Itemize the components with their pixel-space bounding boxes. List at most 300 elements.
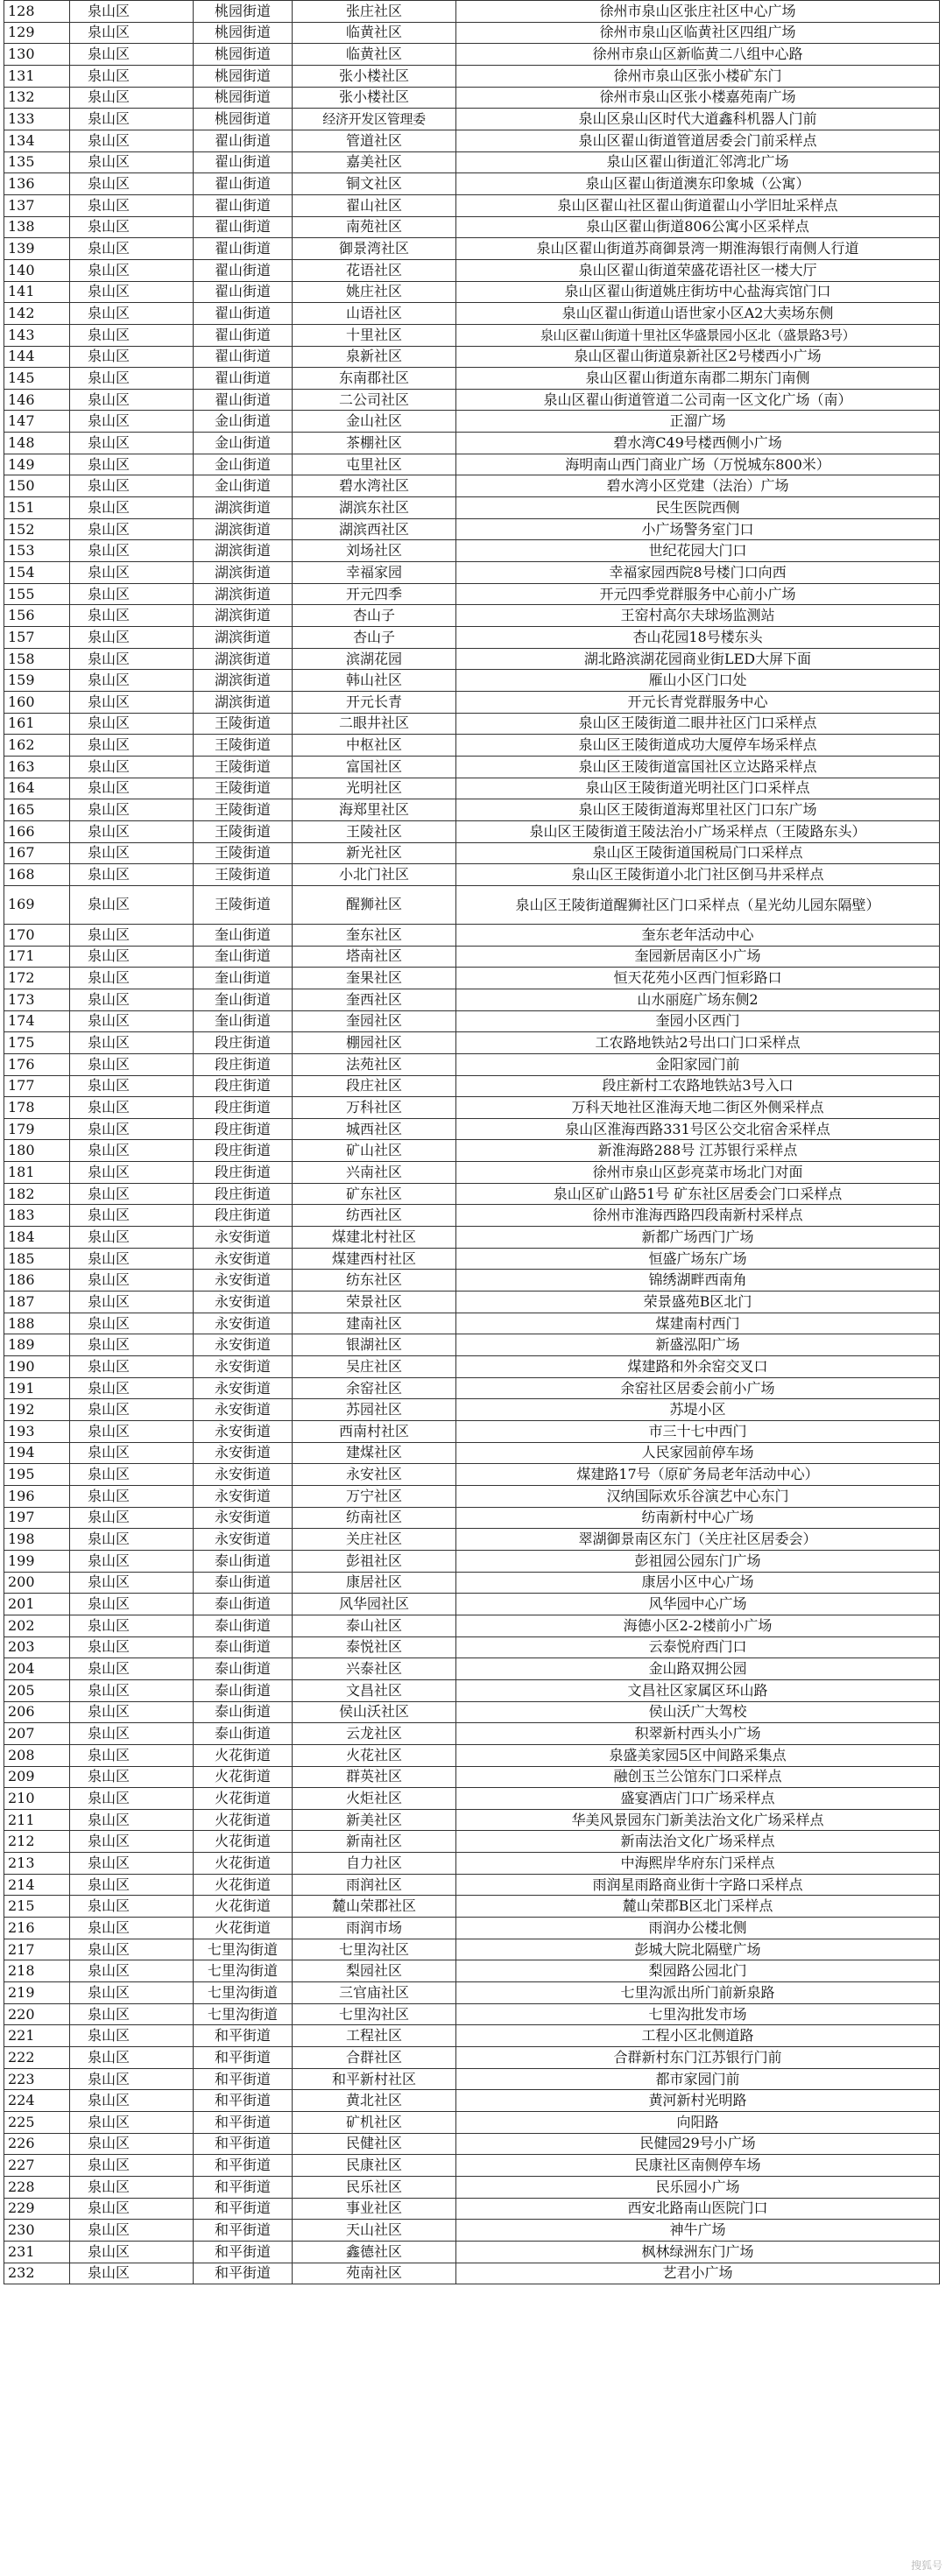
table-row (4, 1377, 940, 1399)
district-cell: 泉山区 (70, 605, 194, 627)
location-cell: 融创玉兰公馆东门口采样点 (456, 1766, 940, 1788)
table-row (4, 820, 940, 842)
row-number-cell: 210 (4, 1788, 70, 1810)
row-number-cell: 226 (4, 2133, 70, 2155)
location-cell: 煤建南村西门 (456, 1313, 940, 1334)
street-cell: 湖滨街道 (194, 648, 293, 670)
location-cell: 泉山区王陵街道富国社区立达路采样点 (456, 756, 940, 778)
community-cell: 段庄社区 (293, 1075, 456, 1097)
table-row (4, 1075, 940, 1097)
community-cell: 合群社区 (293, 2047, 456, 2069)
row-number-cell: 178 (4, 1097, 70, 1119)
community-cell: 经济开发区管理委 (293, 109, 456, 130)
community-cell: 十里社区 (293, 324, 456, 346)
district-cell: 泉山区 (70, 648, 194, 670)
community-cell: 棚园社区 (293, 1032, 456, 1054)
location-cell: 盛宴酒店门口广场采样点 (456, 1788, 940, 1810)
district-cell: 泉山区 (70, 2047, 194, 2069)
district-cell: 泉山区 (70, 109, 194, 130)
location-cell: 泉山区翟山街道十里社区华盛景园小区北（盛景路3号） (456, 324, 940, 346)
street-cell: 永安街道 (194, 1292, 293, 1313)
location-cell: 徐州市泉山区临黄社区四组广场 (456, 22, 940, 44)
community-cell: 纺南社区 (293, 1507, 456, 1529)
street-cell: 段庄街道 (194, 1075, 293, 1097)
table-row (4, 1421, 940, 1443)
street-cell: 金山街道 (194, 411, 293, 433)
table-row (4, 1464, 940, 1486)
table-row (4, 1313, 940, 1334)
community-cell: 碧水湾社区 (293, 475, 456, 497)
table-row (4, 1118, 940, 1140)
community-cell: 苏园社区 (293, 1399, 456, 1421)
row-number-cell: 182 (4, 1183, 70, 1205)
location-cell: 泉山区翟山街道806公寓小区采样点 (456, 216, 940, 238)
location-cell: 奎园小区西门 (456, 1010, 940, 1032)
community-cell: 奎东社区 (293, 924, 456, 946)
street-cell: 永安街道 (194, 1464, 293, 1486)
row-number-cell: 183 (4, 1205, 70, 1227)
district-cell: 泉山区 (70, 1053, 194, 1075)
table-row (4, 1334, 940, 1356)
street-cell: 桃园街道 (194, 65, 293, 87)
district-cell: 泉山区 (70, 1658, 194, 1680)
community-cell: 滨湖花园 (293, 648, 456, 670)
location-cell: 新南法治文化广场采样点 (456, 1831, 940, 1853)
row-number-cell: 136 (4, 173, 70, 195)
table-row (4, 1831, 940, 1853)
district-cell: 泉山区 (70, 627, 194, 649)
street-cell: 永安街道 (194, 1399, 293, 1421)
table-row (4, 735, 940, 757)
district-cell: 泉山区 (70, 281, 194, 303)
location-cell: 泉山区翟山街道姚庄街坊中心盐海宾馆门口 (456, 281, 940, 303)
row-number-cell: 186 (4, 1270, 70, 1292)
community-cell: 姚庄社区 (293, 281, 456, 303)
street-cell: 火花街道 (194, 1766, 293, 1788)
district-cell: 泉山区 (70, 1723, 194, 1745)
district-cell: 泉山区 (70, 2003, 194, 2025)
street-cell: 湖滨街道 (194, 540, 293, 562)
street-cell: 翟山街道 (194, 130, 293, 151)
location-cell: 民生医院西侧 (456, 497, 940, 519)
location-cell: 碧水湾小区党建（法治）广场 (456, 475, 940, 497)
street-cell: 桃园街道 (194, 1, 293, 23)
row-number-cell: 165 (4, 799, 70, 821)
location-cell: 余窑社区居委会前小广场 (456, 1377, 940, 1399)
table-row (4, 670, 940, 692)
street-cell: 金山街道 (194, 454, 293, 475)
street-cell: 永安街道 (194, 1248, 293, 1270)
street-cell: 湖滨街道 (194, 518, 293, 540)
location-cell: 海德小区2-2楼前小广场 (456, 1615, 940, 1636)
location-cell: 恒盛广场东广场 (456, 1248, 940, 1270)
community-cell: 鑫德社区 (293, 2241, 456, 2263)
district-cell: 泉山区 (70, 989, 194, 1010)
table-row (4, 475, 940, 497)
table-row (4, 433, 940, 454)
district-cell: 泉山区 (70, 799, 194, 821)
district-cell: 泉山区 (70, 1292, 194, 1313)
row-number-cell: 130 (4, 44, 70, 66)
location-cell: 正溜广场 (456, 411, 940, 433)
table-row (4, 194, 940, 216)
street-cell: 翟山街道 (194, 151, 293, 173)
location-cell: 杏山花园18号楼东头 (456, 627, 940, 649)
street-cell: 永安街道 (194, 1356, 293, 1378)
street-cell: 王陵街道 (194, 820, 293, 842)
district-cell: 泉山区 (70, 238, 194, 260)
district-cell: 泉山区 (70, 1809, 194, 1831)
location-cell: 泉山区王陵街道醒狮社区门口采样点（星光幼儿园东隔壁） (456, 885, 940, 924)
community-cell: 铜文社区 (293, 173, 456, 195)
community-cell: 新光社区 (293, 842, 456, 864)
table-row (4, 497, 940, 519)
district-cell: 泉山区 (70, 2263, 194, 2284)
location-cell: 泉山区王陵街道小北门社区倒马井采样点 (456, 864, 940, 886)
street-cell: 泰山街道 (194, 1658, 293, 1680)
community-cell: 雨润社区 (293, 1874, 456, 1896)
street-cell: 翟山街道 (194, 194, 293, 216)
location-cell: 雁山小区门口处 (456, 670, 940, 692)
street-cell: 永安街道 (194, 1270, 293, 1292)
community-cell: 小北门社区 (293, 864, 456, 886)
table-row (4, 1744, 940, 1766)
row-number-cell: 212 (4, 1831, 70, 1853)
community-cell: 海郑里社区 (293, 799, 456, 821)
district-cell: 泉山区 (70, 1313, 194, 1334)
district-cell: 泉山区 (70, 1896, 194, 1918)
community-cell: 文昌社区 (293, 1679, 456, 1701)
community-cell: 东南郡社区 (293, 368, 456, 390)
district-cell: 泉山区 (70, 65, 194, 87)
district-cell: 泉山区 (70, 1118, 194, 1140)
community-cell: 七里沟社区 (293, 2003, 456, 2025)
district-cell: 泉山区 (70, 2068, 194, 2090)
community-cell: 杏山子 (293, 605, 456, 627)
district-cell: 泉山区 (70, 968, 194, 989)
row-number-cell: 134 (4, 130, 70, 151)
street-cell: 湖滨街道 (194, 692, 293, 714)
location-cell: 世纪花园大门口 (456, 540, 940, 562)
district-cell: 泉山区 (70, 1615, 194, 1636)
street-cell: 和平街道 (194, 2220, 293, 2242)
district-cell: 泉山区 (70, 1507, 194, 1529)
location-cell: 人民家园前停车场 (456, 1442, 940, 1464)
location-cell: 雨润星雨路商业街十字路口采样点 (456, 1874, 940, 1896)
row-number-cell: 193 (4, 1421, 70, 1443)
community-cell: 金山社区 (293, 411, 456, 433)
district-cell: 泉山区 (70, 2241, 194, 2263)
table-row (4, 1140, 940, 1162)
location-cell: 泉盛美家园5区中间路采集点 (456, 1744, 940, 1766)
table-row (4, 1227, 940, 1249)
table-row (4, 1788, 940, 1810)
row-number-cell: 141 (4, 281, 70, 303)
street-cell: 翟山街道 (194, 324, 293, 346)
location-cell: 民健园29号小广场 (456, 2133, 940, 2155)
community-cell: 自力社区 (293, 1853, 456, 1875)
community-cell: 民康社区 (293, 2155, 456, 2177)
street-cell: 泰山街道 (194, 1572, 293, 1594)
table-row (4, 946, 940, 968)
community-cell: 万科社区 (293, 1097, 456, 1119)
district-cell: 泉山区 (70, 368, 194, 390)
row-number-cell: 171 (4, 946, 70, 968)
table-row (4, 1053, 940, 1075)
district-cell: 泉山区 (70, 433, 194, 454)
location-cell: 泉山区淮海西路331号区公交北宿舍采样点 (456, 1118, 940, 1140)
district-cell: 泉山区 (70, 2220, 194, 2242)
table-row (4, 1529, 940, 1551)
street-cell: 和平街道 (194, 2198, 293, 2220)
community-cell: 七里沟社区 (293, 1939, 456, 1960)
table-row (4, 1679, 940, 1701)
district-cell: 泉山区 (70, 389, 194, 411)
location-cell: 合群新村东门江苏银行门前 (456, 2047, 940, 2069)
location-cell: 泉山区翟山街道泉新社区2号楼西小广场 (456, 346, 940, 368)
row-number-cell: 168 (4, 864, 70, 886)
community-cell: 二公司社区 (293, 389, 456, 411)
table-row (4, 2198, 940, 2220)
row-number-cell: 164 (4, 778, 70, 799)
district-cell: 泉山区 (70, 2090, 194, 2112)
street-cell: 和平街道 (194, 2176, 293, 2198)
table-row (4, 540, 940, 562)
district-cell: 泉山区 (70, 842, 194, 864)
location-cell: 七里沟批发市场 (456, 2003, 940, 2025)
location-cell: 民康社区南侧停车场 (456, 2155, 940, 2177)
table-row (4, 1701, 940, 1723)
community-cell: 彭祖社区 (293, 1550, 456, 1572)
location-cell: 锦绣湖畔西南角 (456, 1270, 940, 1292)
district-cell: 泉山区 (70, 1399, 194, 1421)
location-cell: 泉山区泉山区时代大道鑫科机器人门前 (456, 109, 940, 130)
street-cell: 火花街道 (194, 1896, 293, 1918)
row-number-cell: 227 (4, 2155, 70, 2177)
district-cell: 泉山区 (70, 173, 194, 195)
row-number-cell: 180 (4, 1140, 70, 1162)
district-cell: 泉山区 (70, 1831, 194, 1853)
street-cell: 泰山街道 (194, 1636, 293, 1658)
location-cell: 麓山荣郡B区北门采样点 (456, 1896, 940, 1918)
street-cell: 永安街道 (194, 1529, 293, 1551)
street-cell: 段庄街道 (194, 1140, 293, 1162)
location-cell: 泉山区翟山街道汇邻湾北广场 (456, 151, 940, 173)
table-row (4, 454, 940, 475)
location-cell: 康居小区中心广场 (456, 1572, 940, 1594)
table-row (4, 799, 940, 821)
street-cell: 和平街道 (194, 2090, 293, 2112)
row-number-cell: 170 (4, 924, 70, 946)
sampling-site-table (4, 0, 940, 2284)
table-row (4, 281, 940, 303)
street-cell: 和平街道 (194, 2068, 293, 2090)
row-number-cell: 229 (4, 2198, 70, 2220)
location-cell: 王窑村高尔夫球场监测站 (456, 605, 940, 627)
row-number-cell: 214 (4, 1874, 70, 1896)
location-cell: 侯山沃广大驾校 (456, 1701, 940, 1723)
row-number-cell: 195 (4, 1464, 70, 1486)
location-cell: 幸福家园西院8号楼门口向西 (456, 562, 940, 584)
row-number-cell: 192 (4, 1399, 70, 1421)
street-cell: 永安街道 (194, 1377, 293, 1399)
street-cell: 王陵街道 (194, 842, 293, 864)
district-cell: 泉山区 (70, 303, 194, 325)
location-cell: 徐州市泉山区张庄社区中心广场 (456, 1, 940, 23)
community-cell: 建南社区 (293, 1313, 456, 1334)
table-row (4, 1205, 940, 1227)
table-row (4, 368, 940, 390)
row-number-cell: 154 (4, 562, 70, 584)
community-cell: 山语社区 (293, 303, 456, 325)
location-cell: 西安北路南山医院门口 (456, 2198, 940, 2220)
location-cell: 向阳路 (456, 2112, 940, 2134)
row-number-cell: 206 (4, 1701, 70, 1723)
district-cell: 泉山区 (70, 1918, 194, 1939)
location-cell: 湖北路滨湖花园商业街LED大屏下面 (456, 648, 940, 670)
district-cell: 泉山区 (70, 1334, 194, 1356)
table-row (4, 968, 940, 989)
street-cell: 翟山街道 (194, 259, 293, 281)
table-row (4, 303, 940, 325)
table-row (4, 1356, 940, 1378)
table-row (4, 389, 940, 411)
table-row (4, 151, 940, 173)
street-cell: 泰山街道 (194, 1679, 293, 1701)
district-cell: 泉山区 (70, 346, 194, 368)
street-cell: 和平街道 (194, 2133, 293, 2155)
community-cell: 天山社区 (293, 2220, 456, 2242)
location-cell: 徐州市淮海西路四段南新村采样点 (456, 1205, 940, 1227)
street-cell: 火花街道 (194, 1831, 293, 1853)
table-row (4, 1636, 940, 1658)
street-cell: 永安街道 (194, 1421, 293, 1443)
location-cell: 泉山区翟山街道管道居委会门前采样点 (456, 130, 940, 151)
district-cell: 泉山区 (70, 735, 194, 757)
location-cell: 徐州市泉山区新临黄二八组中心路 (456, 44, 940, 66)
community-cell: 建煤社区 (293, 1442, 456, 1464)
community-cell: 张庄社区 (293, 1, 456, 23)
district-cell: 泉山区 (70, 1010, 194, 1032)
street-cell: 七里沟街道 (194, 2003, 293, 2025)
community-cell: 花语社区 (293, 259, 456, 281)
row-number-cell: 145 (4, 368, 70, 390)
street-cell: 和平街道 (194, 2155, 293, 2177)
community-cell: 泰悦社区 (293, 1636, 456, 1658)
district-cell: 泉山区 (70, 2133, 194, 2155)
location-cell: 奎东老年活动中心 (456, 924, 940, 946)
row-number-cell: 199 (4, 1550, 70, 1572)
row-number-cell: 202 (4, 1615, 70, 1636)
street-cell: 翟山街道 (194, 173, 293, 195)
street-cell: 火花街道 (194, 1744, 293, 1766)
location-cell: 泉山区翟山街道荣盛花语社区一楼大厅 (456, 259, 940, 281)
street-cell: 湖滨街道 (194, 583, 293, 605)
row-number-cell: 228 (4, 2176, 70, 2198)
district-cell: 泉山区 (70, 1183, 194, 1205)
location-cell: 黄河新村光明路 (456, 2090, 940, 2112)
district-cell: 泉山区 (70, 583, 194, 605)
street-cell: 翟山街道 (194, 216, 293, 238)
community-cell: 城西社区 (293, 1118, 456, 1140)
row-number-cell: 190 (4, 1356, 70, 1378)
street-cell: 湖滨街道 (194, 562, 293, 584)
table-row (4, 864, 940, 886)
street-cell: 和平街道 (194, 2025, 293, 2047)
community-cell: 云龙社区 (293, 1723, 456, 1745)
table-row (4, 1658, 940, 1680)
street-cell: 奎山街道 (194, 968, 293, 989)
community-cell: 刘场社区 (293, 540, 456, 562)
community-cell: 塔南社区 (293, 946, 456, 968)
district-cell: 泉山区 (70, 1032, 194, 1054)
street-cell: 翟山街道 (194, 303, 293, 325)
row-number-cell: 217 (4, 1939, 70, 1960)
table-row (4, 1442, 940, 1464)
street-cell: 永安街道 (194, 1442, 293, 1464)
street-cell: 和平街道 (194, 2241, 293, 2263)
table-row (4, 1162, 940, 1184)
street-cell: 和平街道 (194, 2047, 293, 2069)
community-cell: 梨园社区 (293, 1960, 456, 1982)
table-row (4, 1572, 940, 1594)
community-cell: 嘉美社区 (293, 151, 456, 173)
watermark: 搜狐号 (910, 2559, 942, 2572)
row-number-cell: 222 (4, 2047, 70, 2069)
row-number-cell: 158 (4, 648, 70, 670)
row-number-cell: 160 (4, 692, 70, 714)
table-row (4, 2090, 940, 2112)
row-number-cell: 155 (4, 583, 70, 605)
table-row (4, 2112, 940, 2134)
location-cell: 新淮海路288号 江苏银行采样点 (456, 1140, 940, 1162)
street-cell: 翟山街道 (194, 368, 293, 390)
district-cell: 泉山区 (70, 130, 194, 151)
street-cell: 翟山街道 (194, 238, 293, 260)
street-cell: 永安街道 (194, 1507, 293, 1529)
row-number-cell: 200 (4, 1572, 70, 1594)
district-cell: 泉山区 (70, 1636, 194, 1658)
location-cell: 泉山区矿山路51号 矿东社区居委会门口采样点 (456, 1183, 940, 1205)
street-cell: 火花街道 (194, 1918, 293, 1939)
table-row (4, 2241, 940, 2263)
street-cell: 泰山街道 (194, 1615, 293, 1636)
row-number-cell: 129 (4, 22, 70, 44)
street-cell: 永安街道 (194, 1227, 293, 1249)
table-row (4, 562, 940, 584)
row-number-cell: 142 (4, 303, 70, 325)
district-cell: 泉山区 (70, 454, 194, 475)
district-cell: 泉山区 (70, 1788, 194, 1810)
table-row (4, 216, 940, 238)
district-cell: 泉山区 (70, 259, 194, 281)
row-number-cell: 143 (4, 324, 70, 346)
location-cell: 碧水湾C49号楼西侧小广场 (456, 433, 940, 454)
community-cell: 新美社区 (293, 1809, 456, 1831)
table-row (4, 1550, 940, 1572)
location-cell: 段庄新村工农路地铁站3号入口 (456, 1075, 940, 1097)
table-row (4, 1615, 940, 1636)
location-cell: 徐州市泉山区张小楼嘉苑南广场 (456, 87, 940, 109)
location-cell: 积翠新村西头小广场 (456, 1723, 940, 1745)
district-cell: 泉山区 (70, 2112, 194, 2134)
street-cell: 和平街道 (194, 2263, 293, 2284)
table-row (4, 87, 940, 109)
table-row (4, 259, 940, 281)
community-cell: 御景湾社区 (293, 238, 456, 260)
street-cell: 湖滨街道 (194, 670, 293, 692)
community-cell: 张小楼社区 (293, 65, 456, 87)
